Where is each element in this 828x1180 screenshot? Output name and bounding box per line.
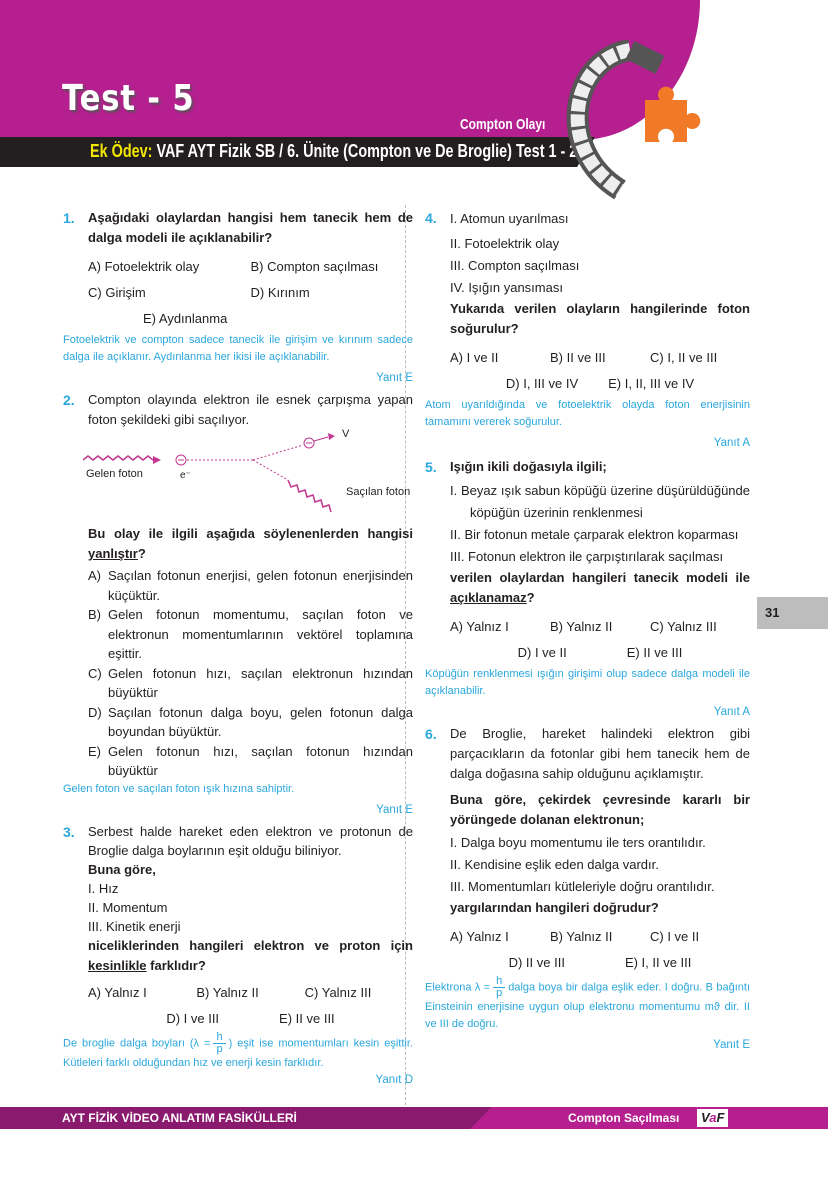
explanation: Atom uyarıldığında ve fotoelektrik olayda foton enerjisinin tamamını vererek soğurulur.	[425, 399, 750, 428]
option-d[interactable]: D) I ve II	[517, 645, 567, 660]
item-1: I. Hız	[88, 880, 119, 896]
prompt-end: ?	[526, 590, 535, 605]
option-text: Gelen fotonun momentumu, saçılan foton ve elektronun momentumlarının vektörel toplamına eşittir.	[108, 607, 413, 661]
question-stem: Aşağıdaki olaylardan hangisi hem tanecik hem de dalga modeli ile açıklanabilir?	[88, 210, 413, 245]
option-letter: E)	[88, 743, 101, 759]
explanation: Gelen foton ve saçılan foton ışık hızına sahiptir.	[63, 782, 295, 795]
homework-text	[90, 141, 577, 162]
item-2: II. Momentum	[88, 899, 168, 915]
item-4: IV. Işığın yansıması	[450, 280, 563, 295]
answer: Yanıt A	[713, 706, 750, 718]
question-lead: Buna göre, çekirdek çevresinde kararlı bir yörüngede dolanan elektronun;	[450, 792, 750, 827]
explanation	[425, 976, 750, 1033]
fraction-h-over-p	[213, 1032, 225, 1055]
question-stem: Compton olayında elektron ile esnek çarpışma yapan foton şekildeki gibi saçılıyor.	[88, 392, 413, 427]
question-2	[63, 390, 413, 818]
question-stem: Serbest halde hareket eden elektron ve protonun de Broglie dalga boylarının eşit olduğu biliniyor.	[88, 823, 413, 858]
option-b[interactable]: B) Yalnız II	[196, 984, 259, 1000]
option-d[interactable]: D) Kırınım	[250, 285, 310, 300]
item-2: II. Bir fotonun metale çarparak elektron koparması	[450, 527, 739, 542]
answer: Yanıt D	[375, 1073, 413, 1086]
item-1: I. Atomun uyarılması	[450, 211, 569, 226]
option-c[interactable]: C) Yalnız III	[304, 984, 372, 1000]
question-prompt	[88, 936, 413, 976]
vaf-logo	[697, 1109, 728, 1127]
answer: Yanıt E	[713, 1039, 750, 1051]
fraction-numerator: h	[213, 1032, 225, 1044]
explanation-text: ) eşit ise momentumları kesin eşittir. Kütleleri farklı olduğundan hız ve enerji kesin farklıdır.	[63, 1036, 413, 1069]
question-prompt: yargılarından hangileri doğrudur?	[450, 900, 659, 915]
prompt-end: farklıdır?	[146, 957, 206, 973]
option-d[interactable]	[88, 703, 413, 742]
question-stem: De Broglie, hareket halindeki elektron gibi parçacıkların da fotonlar gibi hem tanecik hem de dalga doğasına sahip olduğunu açıklamıştır.	[450, 726, 750, 781]
option-text: Saçılan fotonun enerjisi, gelen fotonun enerjisinden küçüktür.	[108, 568, 413, 603]
option-a[interactable]: A) Fotoelektrik olay	[88, 259, 200, 274]
option-b[interactable]: B) Yalnız II	[550, 929, 613, 944]
option-a[interactable]: A) I ve II	[450, 350, 499, 365]
item-2: II. Fotoelektrik olay	[450, 236, 560, 251]
item-1: I. Dalga boyu momentumu ile ters orantılıdır.	[450, 835, 706, 850]
question-3	[63, 822, 413, 1088]
answer: Yanıt E	[376, 372, 413, 384]
question-number: 3.	[63, 823, 75, 840]
item-1: I. Beyaz ışık sabun köpüğü üzerine düşürüldüğünde köpüğün üzerinin renklenmesi	[450, 483, 750, 520]
explanation-text: De broglie dalga boyları (λ =	[63, 1036, 211, 1049]
explanation: Köpüğün renklenmesi ışığın girişimi olup sadece dalga modeli ile açıklanabilir.	[425, 668, 750, 697]
page-title: Test - 5	[62, 78, 195, 119]
option-letter: B)	[88, 607, 101, 622]
topic-title: Compton Olayı	[460, 116, 546, 133]
compton-diagram	[88, 430, 413, 518]
question-number: 4.	[425, 210, 437, 226]
option-b[interactable]	[88, 605, 413, 664]
answer: Yanıt A	[713, 437, 750, 449]
option-c[interactable]: C) Girişim	[88, 285, 146, 300]
right-column	[425, 208, 750, 1057]
option-a[interactable]: A) Yalnız I	[450, 619, 509, 634]
question-stem: Işığın ikili doğasıyla ilgili;	[450, 459, 607, 474]
option-e[interactable]: E) II ve III	[626, 645, 683, 660]
question-4	[425, 208, 750, 451]
fraction-h-over-p	[493, 976, 505, 999]
option-text: Gelen fotonun hızı, saçılan elektronun hızından büyüktür	[108, 665, 413, 700]
fraction-denominator: p	[496, 987, 503, 999]
option-a[interactable]: A) Yalnız I	[88, 984, 147, 1000]
prompt-end: ?	[137, 546, 146, 561]
prompt-emphasis: kesinlikle	[88, 957, 147, 973]
prompt-text: Bu olay ile ilgili aşağıda söylenenlerden hangisi	[88, 526, 413, 541]
logo-letter: F	[716, 1110, 725, 1125]
option-e[interactable]	[88, 742, 413, 781]
option-letter: A)	[88, 568, 101, 583]
homework-label: Ek Ödev:	[90, 141, 153, 161]
option-c[interactable]: C) Yalnız III	[650, 619, 717, 634]
explanation-text: dalga boya bir dalga eşlik eder. I doğru. B bağıntı Einsteinin enerjisine uygun olup elektronu momentumu mϑ dir. II ve III de doğru.	[425, 981, 750, 1030]
prompt-text: niceliklerinden hangileri elektron ve proton için	[88, 937, 413, 953]
question-6	[425, 724, 750, 1053]
question-1	[63, 208, 413, 386]
logo-letter: a	[709, 1110, 717, 1125]
option-e[interactable]: E) I, II ve III	[624, 955, 692, 970]
prompt-emphasis: yanlıştır	[88, 546, 138, 561]
prompt-emphasis: açıklanamaz	[450, 590, 527, 605]
option-c[interactable]	[88, 664, 413, 703]
scattered-photon-label: Saçılan foton	[346, 486, 411, 498]
option-a[interactable]: A) Yalnız I	[450, 929, 509, 944]
item-2: II. Kendisine eşlik eden dalga vardır.	[450, 857, 659, 872]
fraction-denominator: p	[216, 1042, 223, 1055]
option-b[interactable]: B) Compton saçılması	[250, 259, 379, 274]
question-prompt	[450, 568, 750, 608]
velocity-label: V	[342, 428, 350, 440]
explanation: Fotoelektrik ve compton sadece tanecik ile girişim ve kırınım sadece dalga ile açıklanır. Aydınlanma her ikisi ile açıklanabilir.	[63, 334, 413, 363]
option-c[interactable]: C) I, II ve III	[650, 350, 718, 365]
question-5	[425, 457, 750, 720]
homework-reference: VAF AYT Fizik SB / 6. Ünite (Compton ve De Broglie) Test 1 - 2	[156, 141, 578, 161]
item-3: III. Momentumları kütleleriyle doğru orantılıdır.	[450, 879, 715, 894]
option-e[interactable]: E) II ve III	[279, 1010, 335, 1026]
option-letter: D)	[88, 704, 102, 720]
incoming-photon-label: Gelen foton	[86, 468, 143, 480]
question-number: 2.	[63, 392, 75, 408]
page-number: 31	[757, 597, 828, 629]
option-d[interactable]: D) II ve III	[508, 955, 565, 970]
puzzle-icon	[645, 87, 700, 142]
item-3: III. Fotonun elektron ile çarpıştırılarak saçılması	[450, 549, 724, 564]
item-3: III. Kinetik enerji	[88, 918, 181, 934]
option-b[interactable]: B) II ve III	[550, 350, 606, 365]
question-number: 6.	[425, 726, 437, 742]
question-prompt	[88, 524, 413, 564]
option-d[interactable]: D) I, III ve IV	[505, 376, 579, 391]
option-text: Saçılan fotonun dalga boyu, gelen fotonun dalga boyundan büyüktür.	[108, 704, 413, 739]
explanation-text: Elektrona λ =	[425, 981, 491, 994]
option-text: Gelen fotonun hızı, saçılan fotonun hızından büyüktür	[108, 743, 413, 778]
film-puzzle-illustration	[560, 40, 710, 200]
option-d[interactable]: D) I ve III	[166, 1010, 220, 1026]
footer-series: AYT FİZİK VİDEO ANLATIM FASİKÜLLERİ	[62, 1111, 297, 1125]
question-prompt: Yukarıda verilen olayların hangilerinde foton soğurulur?	[450, 301, 750, 336]
question-lead: Buna göre,	[88, 861, 156, 877]
electron-label: e⁻	[180, 470, 191, 481]
option-e[interactable]: E) Aydınlanma	[143, 311, 228, 326]
answer: Yanıt E	[376, 803, 413, 816]
logo-letter: V	[701, 1110, 710, 1125]
question-number: 5.	[425, 459, 437, 475]
question-number: 1.	[63, 210, 75, 226]
left-column	[63, 208, 413, 1092]
option-c[interactable]: C) I ve II	[650, 929, 700, 944]
option-b[interactable]: B) Yalnız II	[550, 619, 613, 634]
option-e[interactable]: E) I, II, III ve IV	[608, 376, 695, 391]
explanation	[63, 1032, 413, 1072]
option-a[interactable]	[88, 566, 413, 605]
option-letter: C)	[88, 665, 102, 681]
item-3: III. Compton saçılması	[450, 258, 580, 273]
fraction-numerator: h	[493, 976, 505, 988]
footer-topic: Compton Saçılması	[568, 1111, 680, 1125]
prompt-text: verilen olaylardan hangileri tanecik modeli ile	[450, 570, 750, 585]
